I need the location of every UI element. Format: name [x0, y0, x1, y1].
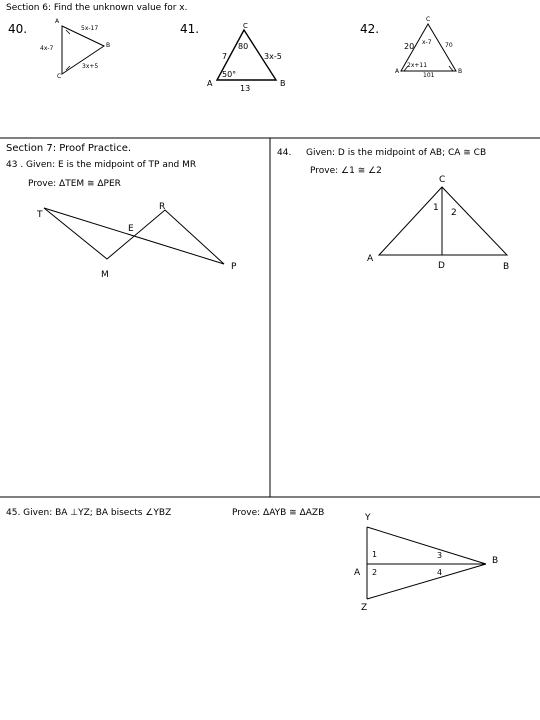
p40-side-left: 4x-7	[40, 45, 54, 52]
p44-angle-1: 1	[433, 203, 439, 213]
p41-vertex-b: B	[280, 79, 286, 88]
p43-prove: Prove: ΔTEM ≅ ΔPER	[28, 179, 121, 189]
p41-side-base: 13	[240, 84, 251, 93]
p41-side-right: 3x-5	[264, 52, 282, 61]
p45-angle-1: 1	[372, 550, 378, 559]
section7-heading: Section 7: Proof Practice.	[6, 143, 132, 154]
p42-side-base: 101	[423, 72, 435, 79]
p42-vertex-b: B	[458, 68, 463, 75]
p42-angle-top: x-7	[422, 39, 432, 46]
p45-prove: Prove: ΔAYB ≅ ΔAZB	[232, 508, 325, 518]
p42-side-left: 20	[404, 42, 415, 51]
problem-41-number: 41.	[180, 22, 200, 36]
p43-label-p: P	[231, 262, 237, 272]
p44-label-a: A	[367, 254, 374, 264]
p44-number: 44.	[277, 148, 292, 158]
p41-vertex-a: A	[207, 79, 213, 88]
p43-label-m: M	[101, 270, 109, 280]
p45-angle-2: 2	[372, 568, 378, 577]
p40-vertex-c: C	[57, 73, 62, 80]
p40-side-bottom: 3x+5	[82, 63, 99, 70]
p42-vertex-c: C	[426, 16, 431, 23]
p42-vertex-a: A	[395, 68, 400, 75]
p41-vertex-c: C	[243, 22, 248, 30]
p41-angle-left: 50°	[222, 70, 237, 79]
p41-side-left: 7	[222, 52, 228, 61]
p45-label-y: Y	[365, 513, 371, 523]
p41-angle-top: 80	[238, 42, 249, 51]
p43-given: 43 . Given: E is the midpoint of TP and MR	[6, 160, 197, 170]
p45-angle-4: 4	[437, 568, 443, 577]
p44-label-c: C	[439, 175, 446, 185]
p44-prove: Prove: ∠1 ≅ ∠2	[310, 166, 382, 176]
p43-label-t: T	[37, 210, 43, 220]
p42-side-right: 70	[445, 42, 453, 49]
p45-given: 45. Given: BA ⊥YZ; BA bisects ∠YBZ	[6, 508, 172, 518]
p40-vertex-a: A	[55, 18, 60, 25]
p45-label-z: Z	[361, 603, 368, 613]
section6-heading: Section 6: Find the unknown value for x.	[6, 3, 188, 13]
p45-label-b: B	[492, 556, 499, 566]
p45-label-a: A	[354, 568, 361, 578]
p42-angle-base: 2x+11	[407, 62, 428, 69]
problem-40-number: 40.	[8, 22, 28, 36]
p44-angle-2: 2	[451, 208, 457, 218]
p44-given: Given: D is the midpoint of AB; CA ≅ CB	[306, 148, 487, 158]
p40-vertex-b: B	[106, 42, 111, 49]
p43-label-e: E	[128, 224, 134, 234]
p40-side-top: 5x-17	[81, 25, 99, 32]
p45-angle-3: 3	[437, 551, 443, 560]
p44-label-b: B	[503, 262, 510, 272]
problem-42-number: 42.	[360, 22, 380, 36]
p44-label-d: D	[438, 261, 445, 271]
p43-label-r: R	[159, 202, 166, 212]
